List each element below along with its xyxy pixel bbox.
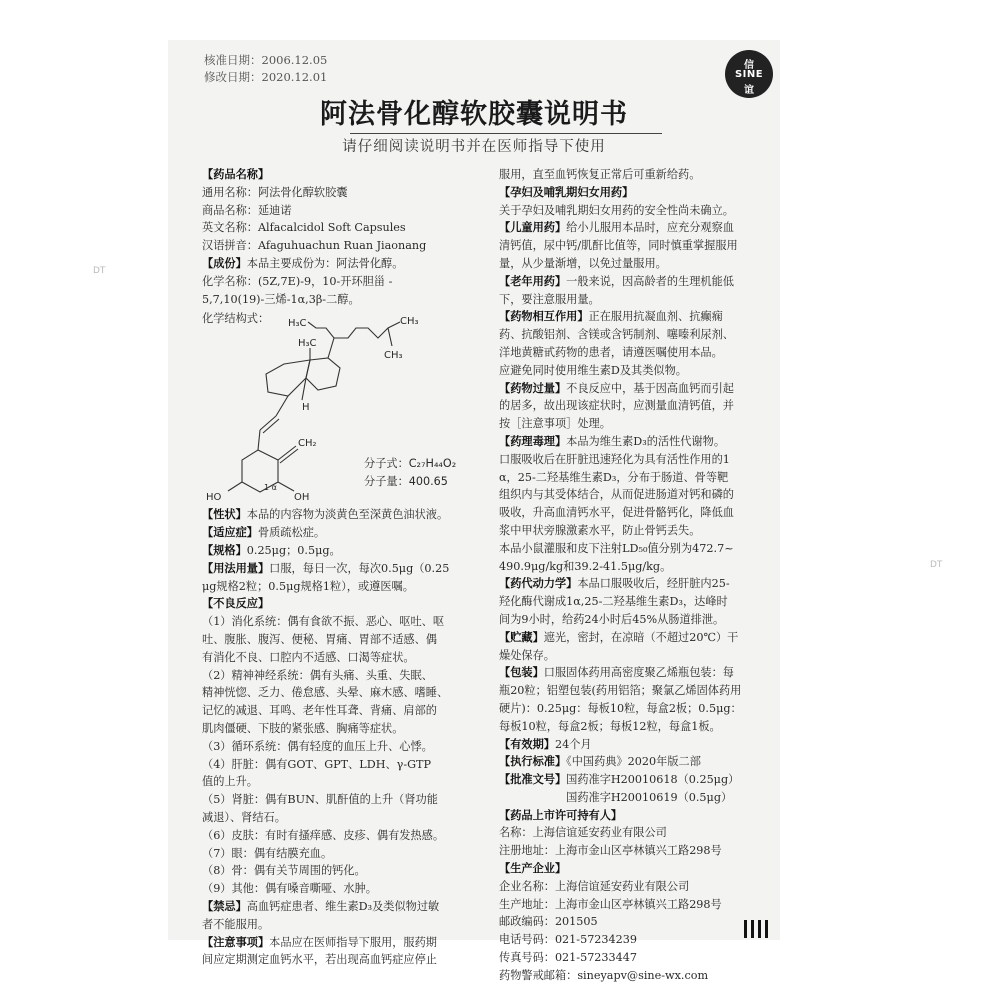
leaflet-sheet xyxy=(168,40,780,982)
text-line xyxy=(499,575,755,593)
line-text: 精神恍惚、乏力、倦怠感、头晕、麻木感、嗜睡、 xyxy=(202,686,449,700)
section-heading: 【贮藏】 xyxy=(499,629,544,644)
section-heading: 【药品名称】 xyxy=(202,167,270,181)
section-heading: 【老年用药】 xyxy=(499,273,567,288)
structure-label: 化学结构式： xyxy=(202,312,270,326)
text-line xyxy=(499,700,755,718)
text-line xyxy=(499,753,755,771)
line-text: （7）眼：偶有结膜充血。 xyxy=(202,846,333,860)
document-subtitle: 请仔细阅读说明书并在医师指导下使用 xyxy=(342,139,606,155)
composition-text: 本品主要成份为：阿法骨化醇。 xyxy=(246,256,404,270)
text-line xyxy=(202,951,498,969)
text-line xyxy=(499,415,755,433)
text-line xyxy=(499,504,755,522)
text-line xyxy=(202,862,498,880)
text-line xyxy=(202,756,498,774)
section-heading: 【药物相互作用】 xyxy=(499,309,589,324)
line-text: 正在服用抗凝血剂、抗癫痫 xyxy=(588,310,723,324)
oh-label: OH xyxy=(294,492,310,504)
bar-mark xyxy=(744,920,747,938)
line-text: 间应定期测定血钙水平，若出现高血钙症应停止 xyxy=(202,953,437,967)
text-line xyxy=(499,789,755,807)
chemical-structure xyxy=(202,308,498,506)
text-line xyxy=(202,578,498,596)
logo-char-top: 信 xyxy=(744,60,754,71)
line-text: 有消化不良、口腔内不适感、口渴等症状。 xyxy=(202,650,415,664)
line-text: 按［注意事项］处理。 xyxy=(499,417,611,431)
line-text: 值的上升。 xyxy=(202,775,258,789)
text-line xyxy=(202,809,498,827)
section-heading: 【孕妇及哺乳期妇女用药】 xyxy=(499,184,634,199)
watermark-right: DT xyxy=(930,560,943,570)
line-text: 口服吸收后在肝脏迅速羟化为具有活性作用的1 xyxy=(499,452,730,466)
section-heading: 【适应症】 xyxy=(202,525,258,540)
line-text: 本品应在医师指导下服用，服药期 xyxy=(269,935,437,949)
logo-sine: SINE xyxy=(734,69,764,80)
line-text: 间为9小时，给药24小时后45%从肠道排泄。 xyxy=(499,612,725,626)
line-text: 不良反应中，基于因高血钙而引起 xyxy=(566,381,734,395)
text-line xyxy=(499,326,755,344)
watermark-left: DT xyxy=(93,266,106,276)
section-heading: 【性状】 xyxy=(202,507,247,522)
line-text: 24个月 xyxy=(554,737,592,751)
text-line xyxy=(202,560,498,578)
chemical-name-2: 5,7,10(19)-三烯-1α,3β-二醇。 xyxy=(202,292,360,306)
section-heading: 【儿童用药】 xyxy=(499,220,567,235)
right-text-lines xyxy=(499,166,755,985)
line-text: 服用，直至血钙恢复正常后可重新给药。 xyxy=(499,168,701,181)
text-line xyxy=(499,469,755,487)
text-line xyxy=(202,773,498,791)
text-line xyxy=(499,237,755,255)
title-divider xyxy=(350,133,662,134)
section-heading: 【包装】 xyxy=(499,665,544,680)
line-text: 国药准字H20010619（0.5μg） xyxy=(499,790,733,804)
text-line xyxy=(499,558,755,576)
line-text: 量，从少量渐增，以免过量服用。 xyxy=(499,256,667,270)
right-column xyxy=(499,166,755,985)
text-line xyxy=(499,362,755,380)
section-heading: 【用法用量】 xyxy=(202,560,270,575)
ho-label: HO xyxy=(206,492,222,504)
text-line xyxy=(499,682,755,700)
text-line xyxy=(202,934,498,952)
line-text: 《中国药典》2020年版二部 xyxy=(566,755,701,769)
line-text: 关于孕妇及哺乳期妇女用药的安全性尚未确立。 xyxy=(499,203,734,217)
chemical-name-1: 化学名称：(5Z,7E)-9，10-开环胆甾 - xyxy=(202,274,393,288)
pinyin-name: 汉语拼音：Afaguhuachun Ruan Jiaonang xyxy=(202,239,427,253)
text-line xyxy=(202,684,498,702)
text-line xyxy=(499,807,755,825)
text-line xyxy=(499,202,755,220)
line-text: 组织内与其受体结合，从而促进肠道对钙和磷的 xyxy=(499,488,734,502)
text-line xyxy=(202,720,498,738)
line-text: 企业名称：上海信谊延安药业有限公司 xyxy=(499,879,690,893)
text-line xyxy=(202,613,498,631)
text-line xyxy=(202,667,498,685)
text-line xyxy=(499,878,755,896)
text-line xyxy=(499,647,755,665)
text-line xyxy=(499,486,755,504)
line-text: 给小儿服用本品时，应充分观察血 xyxy=(566,221,734,235)
text-line xyxy=(499,166,755,184)
section-heading: 【注意事项】 xyxy=(202,934,270,949)
composition-line xyxy=(202,255,498,273)
bar-mark xyxy=(751,920,754,938)
text-line xyxy=(499,949,755,967)
section-heading: 【药品上市许可持有人】 xyxy=(499,807,623,822)
line-text: 本品的内容物为淡黄色至深黄色油状液。 xyxy=(246,508,449,522)
alpha-label: 1 α xyxy=(264,483,277,493)
line-text: 肌肉僵硬、下肢的紧张感、胸痛等症状。 xyxy=(202,721,404,735)
text-line xyxy=(499,308,755,326)
line-text: 燥处保存。 xyxy=(499,648,555,662)
h3c-ring-label: H₃C xyxy=(298,338,317,350)
text-line xyxy=(499,522,755,540)
ch2-label: CH₂ xyxy=(298,438,317,450)
line-text: 吐、腹胀、腹泻、便秘、胃痛、胃部不适感、偶 xyxy=(202,632,437,646)
line-text: 每板10粒，每盒2板；每板12粒，每盒1板。 xyxy=(499,719,721,733)
text-line xyxy=(499,344,755,362)
text-line xyxy=(202,738,498,756)
line-text: 国药准字H20010618（0.25μg） xyxy=(566,773,740,787)
line-text: 遮光，密封，在凉暗（不超过20℃）干 xyxy=(543,630,739,644)
text-line xyxy=(202,827,498,845)
line-text: （8）骨：偶有关节周围的钙化。 xyxy=(202,864,366,878)
text-line xyxy=(499,397,755,415)
line-text: 吸收，升高血清钙水平，促进骨骼钙化，降低血 xyxy=(499,506,734,520)
line-text: 名称：上海信谊延安药业有限公司 xyxy=(499,826,667,840)
document-title: 阿法骨化醇软胶囊说明书 xyxy=(320,99,628,130)
section-heading: 【药物过量】 xyxy=(499,380,567,395)
text-line xyxy=(499,913,755,931)
line-text: 硬片)：0.25μg：每板10粒，每盒2板；0.5μg： xyxy=(499,701,742,715)
text-line xyxy=(499,451,755,469)
h3c-top-label: H₃C xyxy=(288,318,307,330)
line-text: 口服，每日一次，每次0.5μg（0.25 xyxy=(269,561,450,575)
ch3-bottom-label: CH₃ xyxy=(384,350,403,362)
text-line xyxy=(202,791,498,809)
line-text: 注册地址：上海市金山区亭林镇兴工路298号 xyxy=(499,844,722,858)
line-text: （4）肝脏：偶有GOT、GPT、LDH、γ-GTP xyxy=(202,757,432,771)
text-line xyxy=(499,593,755,611)
left-text-lines xyxy=(202,506,498,969)
text-line xyxy=(499,967,755,985)
text-line xyxy=(202,595,498,613)
section-heading: 【禁忌】 xyxy=(202,898,247,913)
line-text: 减退）、肾结石。 xyxy=(202,810,286,824)
brand-logo xyxy=(725,50,773,98)
text-line xyxy=(499,219,755,237)
text-line xyxy=(202,898,498,916)
bar-mark xyxy=(758,920,761,938)
line-text: 药物警戒邮箱：sineyapv@sine-wx.com xyxy=(499,968,709,982)
line-text: （9）其他：偶有嗓音嘶哑、水肿。 xyxy=(202,882,377,896)
text-line xyxy=(499,736,755,754)
text-line xyxy=(499,824,755,842)
text-line xyxy=(202,631,498,649)
text-line xyxy=(499,184,755,202)
line-text: 洋地黄糖甙药物的患者，请遵医嘱使用本品。 xyxy=(499,345,723,359)
text-line xyxy=(499,860,755,878)
text-line xyxy=(499,540,755,558)
line-text: 药、抗酸铝剂、含镁或含钙制剂、噻嗪利尿剂、 xyxy=(499,328,734,342)
left-column xyxy=(202,166,498,969)
line-text: 传真号码：021-57233447 xyxy=(499,951,638,965)
line-text: 应避免同时使用维生素D及其类似物。 xyxy=(499,363,687,377)
text-line xyxy=(499,273,755,291)
english-name: 英文名称：Alfacalcidol Soft Capsules xyxy=(202,221,406,235)
line-text: 羟化酶代谢成1α,25-二羟基维生素D₃，达峰时 xyxy=(499,595,728,609)
revision-date: 修改日期：2020.12.01 xyxy=(204,70,328,84)
line-text: 电话号码：021-57234239 xyxy=(499,933,638,947)
line-text: （3）循环系统：偶有轻度的血压上升、心悸。 xyxy=(202,739,433,753)
line-text: （6）皮肤：有时有搔痒感、皮疹、偶有发热感。 xyxy=(202,828,445,842)
line-text: 瓶20粒；铝塑包装(药用铝箔；聚氯乙烯固体药用 xyxy=(499,684,742,698)
approval-date: 核准日期：2006.12.05 xyxy=(204,53,328,67)
logo-char-bottom: 谊 xyxy=(744,85,754,96)
text-line xyxy=(202,649,498,667)
line-text: 口服固体药用高密度聚乙烯瓶包装：每 xyxy=(543,666,734,680)
section-heading: 【药理毒理】 xyxy=(499,433,567,448)
text-line xyxy=(499,896,755,914)
h-label: H xyxy=(302,402,310,414)
line-text: 高血钙症患者、维生素D₃及类似物过敏 xyxy=(246,899,440,913)
molecular-formula: 分子式：C₂₇H₄₄O₂ xyxy=(364,457,457,471)
line-text: 骨质疏松症。 xyxy=(257,526,326,540)
line-text: 本品为维生素D₃的活性代谢物。 xyxy=(566,434,726,448)
line-text: μg规格2粒；0.5μg规格1粒），或遵医嘱。 xyxy=(202,579,414,593)
text-line xyxy=(202,880,498,898)
text-line xyxy=(499,291,755,309)
text-line xyxy=(499,842,755,860)
line-text: 清钙值，尿中钙/肌酐比值等，同时慎重掌握服用 xyxy=(499,239,738,253)
text-line xyxy=(499,771,755,789)
line-text: 者不能服用。 xyxy=(202,917,270,931)
line-text: 的居多，故出现该症状时，应测量血清钙值，并 xyxy=(499,399,734,413)
section-heading: 【不良反应】 xyxy=(202,596,270,611)
line-text: 邮政编码：201505 xyxy=(499,915,598,929)
text-line xyxy=(202,916,498,934)
generic-name: 通用名称：阿法骨化醇软胶囊 xyxy=(202,185,348,199)
line-text: （5）肾脏：偶有BUN、肌酐值的上升（肾功能 xyxy=(202,793,438,807)
text-line xyxy=(499,718,755,736)
section-heading: 【生产企业】 xyxy=(499,861,567,876)
section-heading: 【规格】 xyxy=(202,542,247,557)
line-text: 记忆的减退、耳鸣、老年性耳聋、背痛、肩部的 xyxy=(202,704,437,718)
line-text: 下，要注意服用量。 xyxy=(499,292,600,306)
line-text: 生产地址：上海市金山区亭林镇兴工路298号 xyxy=(499,897,722,911)
line-text: 一般来说，因高龄者的生理机能低 xyxy=(566,274,734,288)
text-line xyxy=(202,524,498,542)
text-line xyxy=(499,611,755,629)
section-heading: 【药代动力学】 xyxy=(499,576,578,591)
section-heading: 【有效期】 xyxy=(499,736,555,751)
barcode-marks xyxy=(744,920,774,938)
line-text: 490.9μg/kg和39.2-41.5μg/kg。 xyxy=(499,559,672,573)
structure-diagram xyxy=(202,308,498,506)
line-text: 浆中甲状旁腺激素水平，防止骨钙丢失。 xyxy=(499,523,701,537)
line-text: 本品口服吸收后，经肝脏内25- xyxy=(577,577,730,591)
bar-mark xyxy=(765,920,768,938)
text-line xyxy=(202,845,498,863)
text-line xyxy=(499,433,755,451)
section-heading: 【批准文号】 xyxy=(499,772,567,787)
text-line xyxy=(202,542,498,560)
ch3-right-label: CH₃ xyxy=(400,316,419,328)
line-text: 本品小鼠灌服和皮下注射LD₅₀值分别为472.7~ xyxy=(499,541,734,555)
line-text: α，25-二羟基维生素D₃，分布于肠道、骨等靶 xyxy=(499,470,729,484)
text-line xyxy=(499,664,755,682)
section-heading: 【执行标准】 xyxy=(499,754,567,769)
molecular-weight: 分子量：400.65 xyxy=(364,475,448,489)
section-heading: 【成份】 xyxy=(202,255,247,270)
text-line xyxy=(499,629,755,647)
line-text: （2）精神神经系统：偶有头痛、头重、失眠、 xyxy=(202,668,433,682)
line-text: 0.25μg；0.5μg。 xyxy=(246,543,341,557)
text-line xyxy=(202,506,498,524)
text-line xyxy=(499,380,755,398)
trade-name: 商品名称：延迪诺 xyxy=(202,203,292,217)
text-line xyxy=(499,255,755,273)
line-text: （1）消化系统：偶有食欲不振、恶心、呕吐、呕 xyxy=(202,615,445,629)
date-block xyxy=(204,52,327,86)
text-line xyxy=(499,931,755,949)
text-line xyxy=(202,702,498,720)
